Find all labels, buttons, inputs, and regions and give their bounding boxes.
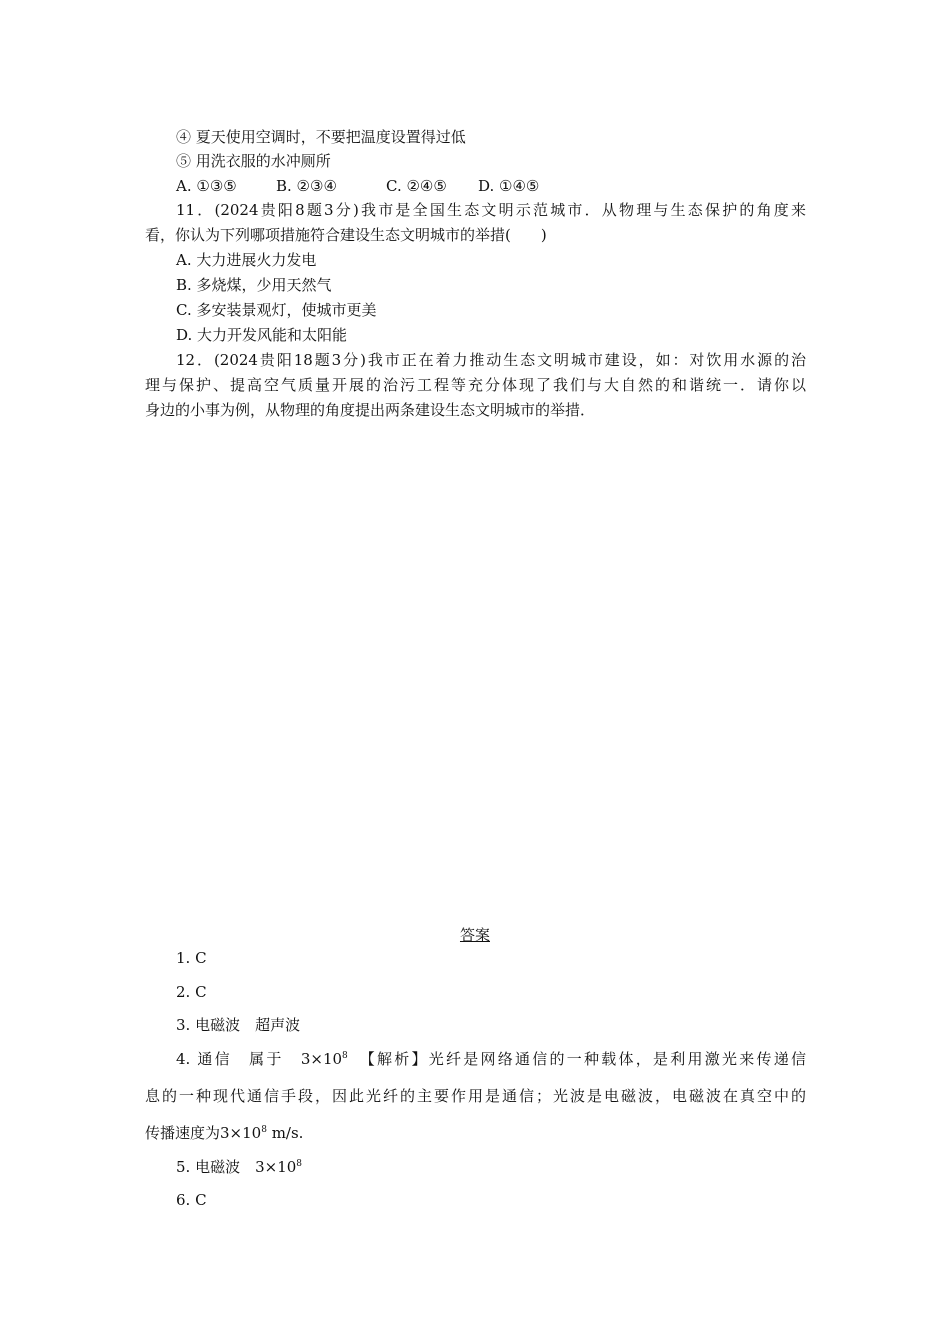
q10-item-5: ⑤ 用洗衣服的水冲厕所 — [176, 152, 331, 170]
q10-option-a: A. ①③⑤ — [176, 177, 237, 195]
answer-3: 3. 电磁波 超声波 — [176, 1016, 301, 1034]
q10-option-d: D. ①④⑤ — [478, 177, 540, 195]
answer-4-value: $3\times 10^8$ — [300, 1050, 348, 1068]
q11-stem-line2: 看，你认为下列哪项措施符合建设生态文明城市的举措( ) — [145, 226, 547, 244]
answer-1: 1. C — [176, 949, 207, 967]
q11-option-a: A. 大力进展火力发电 — [176, 251, 317, 269]
q10-options — [176, 176, 539, 196]
q11-option-d: D. 大力开发风能和太阳能 — [176, 326, 348, 344]
q11-option-b: B. 多烧煤，少用天然气 — [176, 276, 332, 294]
q10-option-c: C. ②④⑤ — [386, 177, 447, 195]
answer-5 — [176, 1157, 302, 1177]
answer-2: 2. C — [176, 983, 207, 1001]
answer-5-lead: 5. 电磁波 — [176, 1158, 256, 1176]
answer-4-line3: 传播速度为$3\times 10^8$ m/s. — [145, 1124, 304, 1142]
q12-stem-line3: 身边的小事为例，从物理的角度提出两条建设生态文明城市的举措． — [145, 401, 596, 419]
answer-4-line1 — [176, 1049, 806, 1069]
q10-option-b: B. ②③④ — [276, 177, 337, 195]
answers-title: 答案 — [459, 926, 490, 944]
answer-6: 6. C — [176, 1191, 207, 1209]
answer-4-line2: 息的一种现代通信手段，因此光纤的主要作用是通信；光波是电磁波，电磁波在真空中的 — [145, 1087, 806, 1105]
answer-4-analysis: 【解析】光纤是网络通信的一种载体，是利用激光来传递信 — [347, 1050, 806, 1068]
q12-stem-line1: 12．(2024贵阳18题3分)我市正在着力推动生态文明城市建设，如：对饮用水源的治 — [176, 351, 806, 369]
answer-5-value: $3\times 10^8$ — [255, 1158, 303, 1176]
answer-4-lead: 4. 通信 属于 — [176, 1050, 301, 1068]
q11-stem-line1: 11．(2024贵阳8题3分)我市是全国生态文明示范城市．从物理与生态保护的角度来 — [176, 201, 806, 219]
q10-item-4: ④ 夏天使用空调时，不要把温度设置得过低 — [176, 128, 466, 146]
q12-stem-line2: 理与保护、提高空气质量开展的治污工程等充分体现了我们与大自然的和谐统一．请你以 — [145, 376, 806, 394]
q11-option-c: C. 多安装景观灯，使城市更美 — [176, 301, 377, 319]
